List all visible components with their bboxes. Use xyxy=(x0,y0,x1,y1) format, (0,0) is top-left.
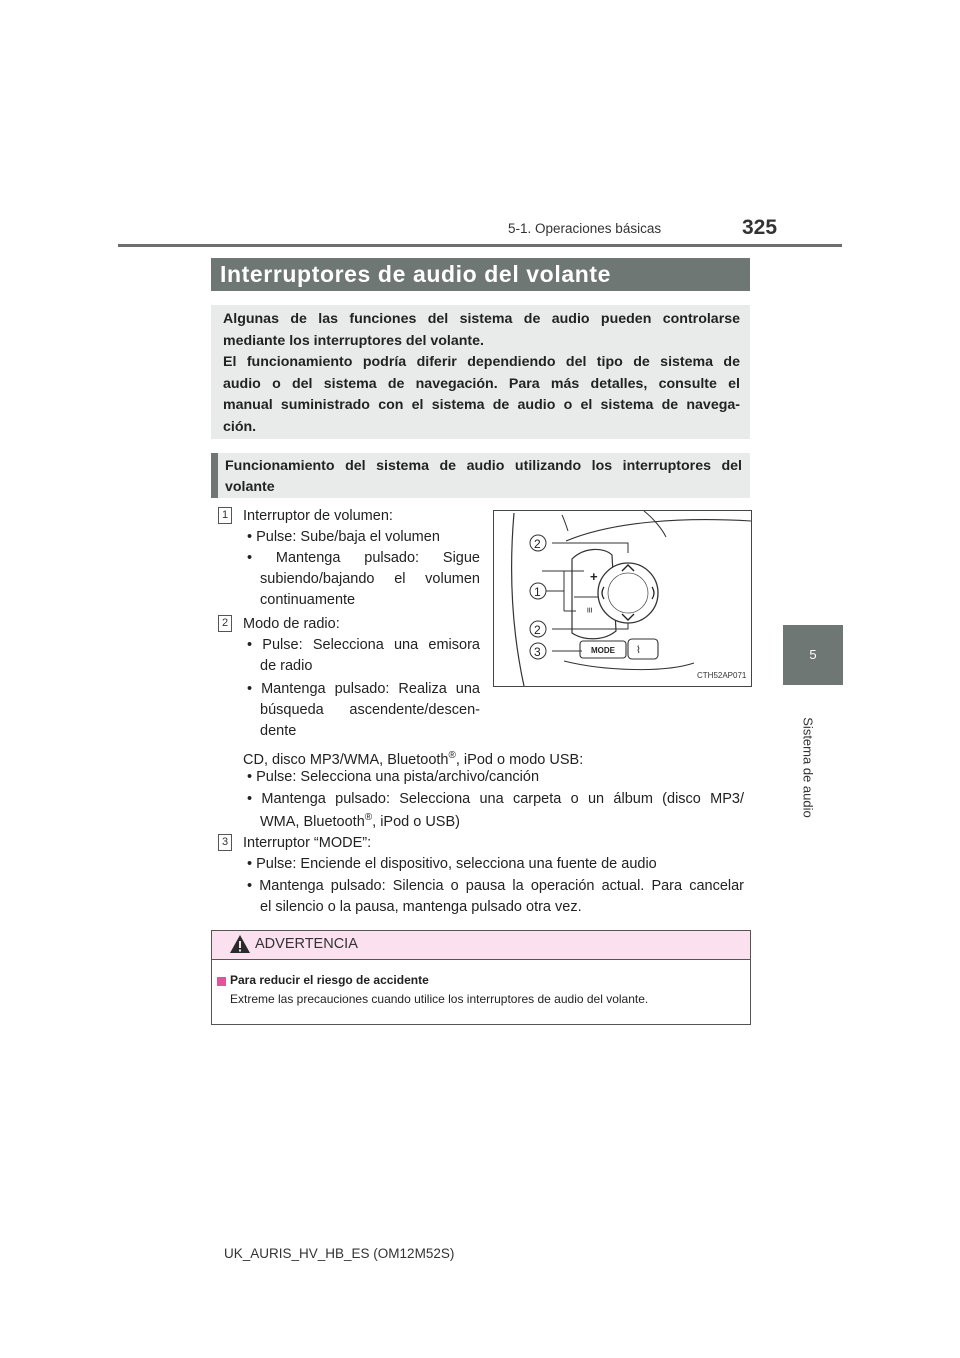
page-title: Interruptores de audio del volante xyxy=(220,261,612,287)
document-code: UK_AURIS_HV_HB_ES (OM12M52S) xyxy=(224,1246,455,1261)
steering-switch-figure xyxy=(493,510,752,687)
item1-bullet-cont: subiendo/bajando el volumen xyxy=(260,571,480,587)
item1-title: Interruptor de volumen: xyxy=(243,508,393,524)
item2-bullet: • Mantenga pulsado: Realiza una xyxy=(247,681,480,697)
item1-bullet: • Mantenga pulsado: Sigue xyxy=(247,550,480,566)
subheading-line: Funcionamiento del sistema de audio utilizando los interruptores del xyxy=(225,458,742,474)
item3-bullet: • Pulse: Enciende el dispositivo, selecciona una fuente de audio xyxy=(247,856,657,872)
item2-cd-bullet: • Pulse: Selecciona una pista/archivo/canción xyxy=(247,769,540,785)
item2-cd-title-a: CD, disco MP3/WMA, Bluetooth xyxy=(243,751,449,768)
plus-label: + xyxy=(590,569,598,584)
warning-body: Extreme las precauciones cuando utilice los interruptores de audio del volante. xyxy=(230,992,649,1006)
chapter-tab: 5 xyxy=(783,625,843,685)
subheading-text xyxy=(225,456,742,497)
item3-bullet-cont: el silencio o la pausa, mantenga pulsado otra vez. xyxy=(260,899,582,915)
steering-switch-illustration xyxy=(494,511,751,686)
mode-button-label: MODE xyxy=(591,646,615,655)
page-number: 325 xyxy=(742,216,778,239)
warning-triangle-icon xyxy=(229,934,251,954)
callout-1: 1 xyxy=(534,585,541,599)
figure-code: CTH52AP071 xyxy=(697,671,747,680)
item2-bullet-cont: búsqueda ascendente/descen- xyxy=(260,702,480,718)
voice-icon: ⌇ xyxy=(636,645,641,656)
warning-title: ADVERTENCIA xyxy=(255,936,358,952)
intro-line: Algunas de las funciones del sistema de audio pueden controlarse xyxy=(223,311,740,327)
item2-bullet: • Pulse: Selecciona una emisora xyxy=(247,637,480,653)
item3-bullet: • Mantenga pulsado: Silencia o pausa la operación actual. Para cancelar xyxy=(247,878,744,894)
item2-cd-bullet: • Mantenga pulsado: Selecciona una carpeta o un álbum (disco MP3/ xyxy=(247,791,744,807)
intro-line: mediante los interruptores del volante. xyxy=(223,332,484,349)
warning-subtitle: Para reducir el riesgo de accidente xyxy=(230,973,429,987)
header-rule xyxy=(118,244,842,247)
item2-bullet-cont: dente xyxy=(260,723,297,739)
warning-bullet-square xyxy=(217,977,226,986)
volume-minus-glyph: ≡ xyxy=(585,607,596,613)
item3-title: Interruptor “MODE”: xyxy=(243,835,372,851)
intro-line: manual suministrado con el sistema de audio o el sistema de navega- xyxy=(223,397,740,413)
section-reference: 5-1. Operaciones básicas xyxy=(508,221,662,236)
item2-cd-b2-b: , iPod o USB) xyxy=(372,813,460,830)
subheading-accent xyxy=(211,453,218,498)
item2-cd-b2-a: WMA, Bluetooth xyxy=(260,813,365,830)
intro-line: El funcionamiento podría diferir dependiendo del tipo de sistema de xyxy=(223,354,740,370)
intro-text xyxy=(223,309,740,438)
item-number-3: 3 xyxy=(218,834,232,851)
callout-2-top: 2 xyxy=(534,537,541,551)
item2-bullet-cont: de radio xyxy=(260,658,313,674)
callout-2-bottom: 2 xyxy=(534,623,541,637)
item-number-2: 2 xyxy=(218,615,232,632)
item-number-1: 1 xyxy=(218,507,232,524)
chapter-label: Sistema de audio xyxy=(800,717,816,818)
intro-line: audio o del sistema de navegación. Para más detalles, consulte el xyxy=(223,375,740,392)
item2-cd-title-b: , iPod o modo USB: xyxy=(455,751,584,768)
registered-mark: ® xyxy=(364,812,373,823)
item1-bullet-cont: continuamente xyxy=(260,592,356,608)
registered-mark: ® xyxy=(448,750,456,761)
callout-3: 3 xyxy=(534,645,541,659)
intro-line: ción. xyxy=(223,418,257,435)
item1-bullet: • Pulse: Sube/baja el volumen xyxy=(247,529,440,545)
item2-title: Modo de radio: xyxy=(243,616,340,632)
subheading-line: volante xyxy=(225,478,275,495)
item2-cd-bullet-cont xyxy=(260,808,460,832)
